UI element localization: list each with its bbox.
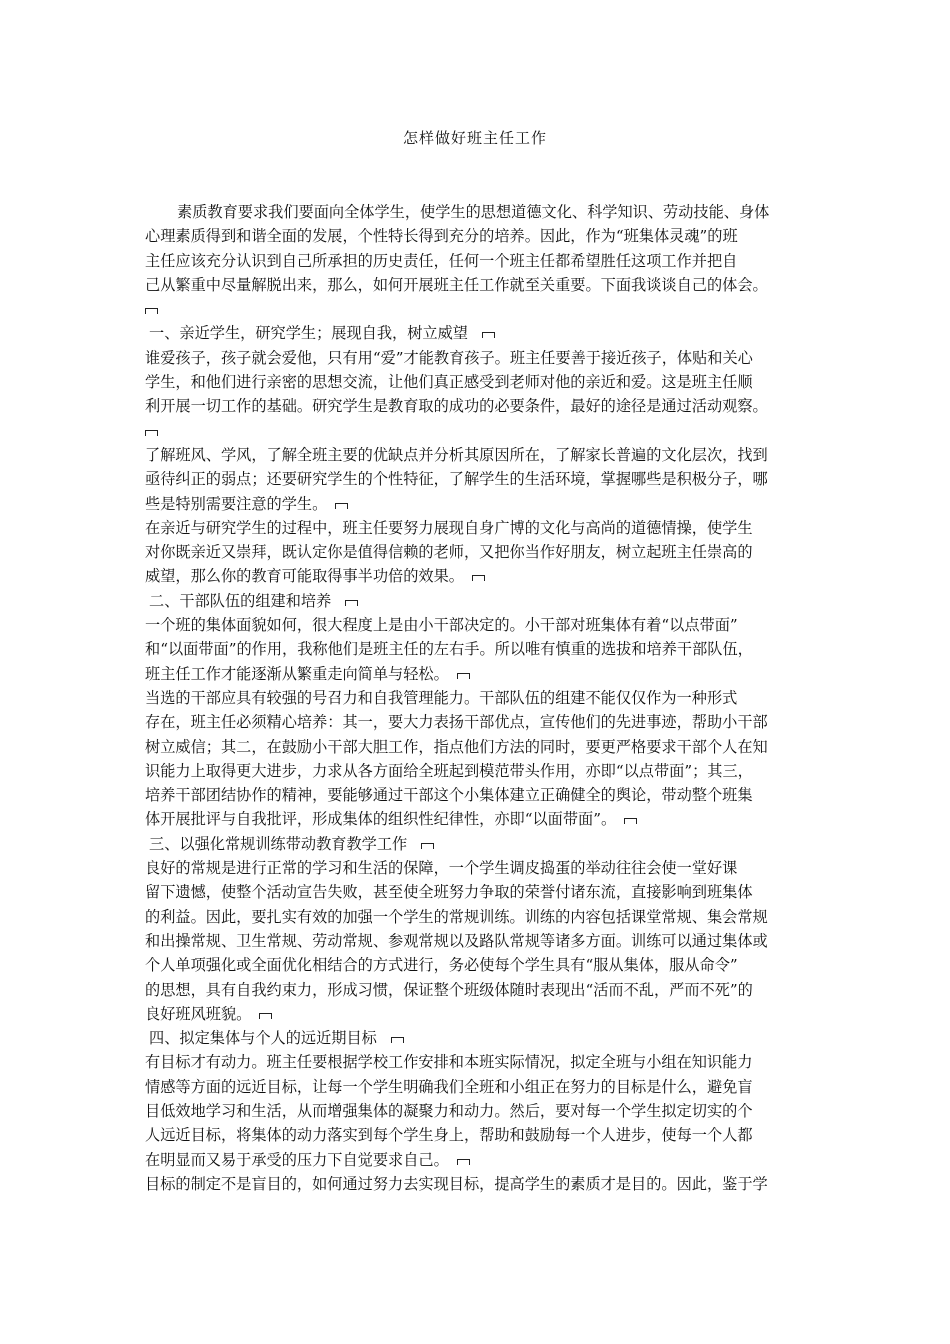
line-text: 有目标才有动力。班主任要根据学校工作安排和本班实际情况，拟定全班与小组在知识能力 — [145, 1053, 753, 1072]
paragraph-mark-icon — [145, 308, 158, 314]
text-line — [145, 613, 817, 637]
paragraph-mark-icon — [345, 600, 358, 606]
line-text: 和“以面带面”的作用，我称他们是班主任的左右手。所以唯有慎重的选拔和培养干部队伍， — [145, 640, 753, 659]
section-heading-text: 四、拟定集体与个人的远近期目标 — [149, 1029, 377, 1048]
paragraph-mark-icon — [624, 818, 637, 824]
line-text: 当选的干部应具有较强的号召力和自我管理能力。干部队伍的组建不能仅仅作为一种形式 — [145, 688, 738, 707]
paragraph-mark-line — [145, 419, 817, 443]
paragraph-mark-icon — [335, 503, 348, 509]
text-line — [145, 346, 817, 370]
line-text: 个人单项强化或全面优化相结合的方式进行，务必使每个学生具有“服从集体，服从命令” — [145, 956, 738, 975]
paragraph-mark-icon — [457, 1159, 470, 1165]
line-text: 学生，和他们进行亲密的思想交流，让他们真正感受到老师对他的亲近和爱。这是班主任顺 — [145, 373, 753, 392]
section-heading-text: 一、亲近学生，研究学生；展现自我，树立威望 — [149, 324, 468, 343]
text-line — [145, 637, 817, 661]
text-line — [145, 1172, 817, 1196]
text-line — [145, 1148, 817, 1172]
line-text: 在亲近与研究学生的过程中，班主任要努力展现自身广博的文化与高尚的道德情操，使学生 — [145, 518, 753, 537]
line-text: 树立威信；其二，在鼓励小干部大胆工作，指点他们方法的同时，要更严格要求干部个人在知 — [145, 737, 768, 756]
line-text: 心理素质得到和谐全面的发展，个性特长得到充分的培养。因此，作为“班集体灵魂”的班 — [145, 227, 738, 246]
line-text: 对你既亲近又崇拜，既认定你是值得信赖的老师，又把你当作好朋友，树立起班主任崇高的 — [145, 543, 753, 562]
line-text: 良好的常规是进行正常的学习和生活的保障，一个学生调皮捣蛋的举动往往会使一堂好课 — [145, 859, 738, 878]
line-text: 利开展一切工作的基础。研究学生是教育取的成功的必要条件，最好的途径是通过活动观察。 — [145, 397, 768, 416]
text-line — [145, 492, 817, 516]
text-line — [145, 978, 817, 1002]
line-text: 了解班风、学风，了解全班主要的优缺点并分析其原因所在，了解家长普遍的文化层次，找到 — [145, 445, 768, 464]
text-line — [145, 273, 817, 297]
section-heading-text: 二、干部队伍的组建和培养 — [149, 591, 332, 610]
text-line — [145, 905, 817, 929]
section-heading — [145, 832, 817, 856]
text-line — [145, 710, 817, 734]
text-line — [145, 564, 817, 588]
line-text: 的思想，具有自我约束力，形成习惯，保证整个班级体随时表现出“活而不乱，严而不死”的 — [145, 980, 753, 999]
line-text: 在明显而又易于承受的压力下自觉要求自己。 — [145, 1150, 449, 1169]
line-text: 培养干部团结协作的精神，要能够通过干部这个小集体建立正确健全的舆论，带动整个班集 — [145, 786, 753, 805]
text-line — [145, 249, 817, 273]
text-line — [145, 662, 817, 686]
text-line — [145, 1050, 817, 1074]
text-line — [145, 783, 817, 807]
text-line — [145, 807, 817, 831]
text-line — [145, 394, 817, 418]
line-text: 良好班风班貌。 — [145, 1004, 252, 1023]
text-line — [145, 1099, 817, 1123]
text-line — [145, 516, 817, 540]
line-text: 些是特别需要注意的学生。 — [145, 494, 328, 513]
paragraph-mark-line — [145, 297, 817, 321]
text-line — [145, 467, 817, 491]
line-text: 素质教育要求我们要面向全体学生，使学生的思想道德文化、科学知识、劳动技能、身体 — [177, 203, 770, 221]
paragraph-mark-icon — [482, 332, 495, 338]
text-line — [145, 686, 817, 710]
paragraph-mark-icon — [259, 1013, 272, 1019]
line-text: 人远近目标，将集体的动力落实到每个学生身上，帮助和鼓励每一个人进步，使每一个人都 — [145, 1126, 753, 1145]
line-text: 留下遗憾，使整个活动宣告失败，甚至使全班努力争取的荣誉付诸东流，直接影响到班集体 — [145, 883, 753, 902]
line-text: 和出操常规、卫生常规、劳动常规、参观常规以及路队常规等诸多方面。训练可以通过集体或 — [145, 931, 768, 950]
line-text: 存在，班主任必须精心培养：其一，要大力表扬干部优点，宣传他们的先进事迹，帮助小干部 — [145, 713, 768, 732]
text-line — [145, 856, 817, 880]
text-line — [145, 540, 817, 564]
document-body — [145, 200, 817, 1196]
text-line — [145, 880, 817, 904]
line-text: 亟待纠正的弱点；还要研究学生的个性特征，了解学生的生活环境，掌握哪些是积极分子，哪 — [145, 470, 768, 489]
line-text: 识能力上取得更大进步，力求从各方面给全班起到模范带头作用，亦即“以点带面”；其三， — [145, 761, 753, 780]
line-text: 班主任工作才能逐渐从繁重走向简单与轻松。 — [145, 664, 449, 683]
text-line — [145, 224, 817, 248]
document-title: 怎样做好班主任工作 — [402, 129, 547, 147]
line-text: 一个班的集体面貌如何，很大程度上是由小干部决定的。小干部对班集体有着“以点带面” — [145, 616, 738, 635]
paragraph-mark-icon — [391, 1037, 404, 1043]
line-text: 情感等方面的远近目标，让每一个学生明确我们全班和小组正在努力的目标是什么，避免盲 — [145, 1077, 753, 1096]
paragraph-mark-icon — [472, 575, 485, 581]
paragraph-mark-icon — [421, 843, 434, 849]
line-text: 体开展批评与自我批评，形成集体的组织性纪律性，亦即“以面带面”。 — [145, 810, 617, 829]
text-line — [145, 929, 817, 953]
text-line — [145, 953, 817, 977]
text-line — [145, 1075, 817, 1099]
text-line — [145, 370, 817, 394]
line-text: 己从繁重中尽量解脱出来，那么，如何开展班主任工作就至关重要。下面我谈谈自己的体会。 — [145, 275, 768, 294]
line-text: 威望，那么你的教育可能取得事半功倍的效果。 — [145, 567, 464, 586]
line-text: 的利益。因此，要扎实有效的加强一个学生的常规训练。训练的内容包括课堂常规、集会常规 — [145, 907, 768, 926]
text-line — [145, 200, 817, 224]
text-line — [145, 443, 817, 467]
section-heading — [145, 589, 817, 613]
paragraph-mark-icon — [145, 430, 158, 436]
text-line — [145, 1002, 817, 1026]
line-text: 主任应该充分认识到自己所承担的历史责任，任何一个班主任都希望胜任这项工作并把自 — [145, 251, 738, 270]
text-line — [145, 759, 817, 783]
paragraph-mark-icon — [457, 673, 470, 679]
line-text: 谁爱孩子，孩子就会爱他，只有用“爱”才能教育孩子。班主任要善于接近孩子，体贴和关心 — [145, 348, 753, 367]
text-line — [145, 735, 817, 759]
text-line — [145, 1123, 817, 1147]
line-text: 目标的制定不是盲目的，如何通过努力去实现目标，提高学生的素质才是目的。因此，鉴于学 — [145, 1174, 768, 1193]
section-heading-text: 三、以强化常规训练带动教育教学工作 — [149, 834, 408, 853]
section-heading — [145, 321, 817, 345]
line-text: 目低效地学习和生活，从而增强集体的凝聚力和动力。然后，要对每一个学生拟定切实的个 — [145, 1101, 753, 1120]
section-heading — [145, 1026, 817, 1050]
